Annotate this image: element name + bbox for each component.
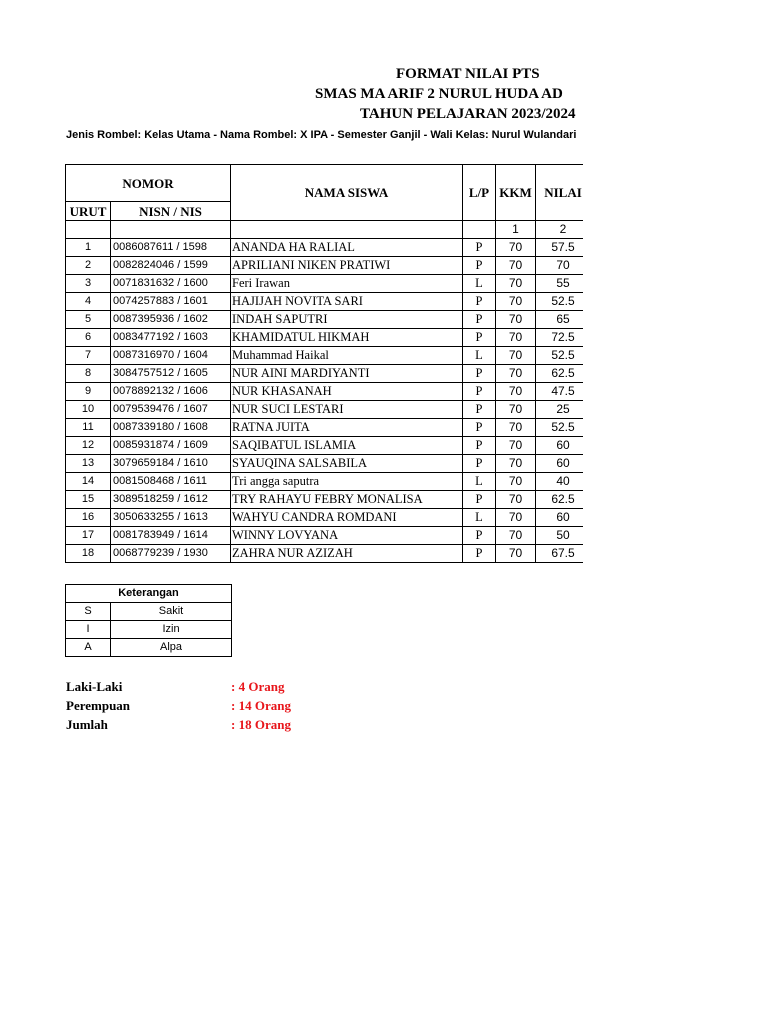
legend-label: Alpa <box>111 639 232 657</box>
index-kkm: 1 <box>496 221 536 239</box>
cell-kkm: 70 <box>496 437 536 455</box>
cell-nilai: 57.5 <box>536 239 584 257</box>
legend-row <box>66 639 232 657</box>
cell-nisn: 3089518259 / 1612 <box>111 491 231 509</box>
legend-table <box>65 584 232 657</box>
cell-nama-siswa: Feri Irawan <box>231 275 463 293</box>
cell-nilai: 52.5 <box>536 419 584 437</box>
cell-urut: 6 <box>66 329 111 347</box>
cell-kkm: 70 <box>496 293 536 311</box>
cell-nisn: 0071831632 / 1600 <box>111 275 231 293</box>
cell-lp: P <box>463 383 496 401</box>
table-row <box>66 275 584 293</box>
cell-kkm: 70 <box>496 419 536 437</box>
cell-urut: 13 <box>66 455 111 473</box>
cell-nisn: 0068779239 / 1930 <box>111 545 231 563</box>
summary-label: Perempuan <box>66 698 131 713</box>
cell-urut: 5 <box>66 311 111 329</box>
cell-nisn: 3050633255 / 1613 <box>111 509 231 527</box>
header-nilai: NILAI <box>536 165 584 221</box>
cell-nilai: 72.5 <box>536 329 584 347</box>
summary-label: Laki-Laki <box>66 679 123 694</box>
cell-nama-siswa: Tri angga saputra <box>231 473 463 491</box>
cell-nilai: 55 <box>536 275 584 293</box>
cell-nama-siswa: ZAHRA NUR AZIZAH <box>231 545 463 563</box>
cell-nisn: 0083477192 / 1603 <box>111 329 231 347</box>
cell-nama-siswa: Muhammad Haikal <box>231 347 463 365</box>
cell-nilai: 40 <box>536 473 584 491</box>
cell-urut: 11 <box>66 419 111 437</box>
table-row <box>66 437 584 455</box>
table-row <box>66 239 584 257</box>
cell-kkm: 70 <box>496 491 536 509</box>
header-nisn: NISN / NIS <box>111 202 231 221</box>
cell-nisn: 3079659184 / 1610 <box>111 455 231 473</box>
cell-lp: P <box>463 239 496 257</box>
cell-nilai: 25 <box>536 401 584 419</box>
header-lp: L/P <box>463 165 496 221</box>
cell-nilai: 70 <box>536 257 584 275</box>
table-row <box>66 491 584 509</box>
legend-label: Izin <box>111 621 232 639</box>
legend-title: Keterangan <box>66 585 232 603</box>
cell-urut: 9 <box>66 383 111 401</box>
cell-lp: P <box>463 257 496 275</box>
cell-nilai: 65 <box>536 311 584 329</box>
cell-urut: 18 <box>66 545 111 563</box>
cell-nisn: 0087395936 / 1602 <box>111 311 231 329</box>
cell-lp: P <box>463 545 496 563</box>
table-row <box>66 347 584 365</box>
cell-kkm: 70 <box>496 527 536 545</box>
report-title: FORMAT NILAI PTS <box>396 66 540 82</box>
cell-lp: P <box>463 401 496 419</box>
cell-nilai: 47.5 <box>536 383 584 401</box>
index-nilai: 2 <box>536 221 584 239</box>
index-cell <box>231 221 463 239</box>
cell-kkm: 70 <box>496 455 536 473</box>
cell-urut: 14 <box>66 473 111 491</box>
cell-nilai: 60 <box>536 509 584 527</box>
legend-code: S <box>66 603 111 621</box>
cell-lp: L <box>463 275 496 293</box>
cell-nisn: 0085931874 / 1609 <box>111 437 231 455</box>
cell-nama-siswa: SYAUQINA SALSABILA <box>231 455 463 473</box>
cell-lp: P <box>463 311 496 329</box>
table-row <box>66 257 584 275</box>
cell-nama-siswa: NUR KHASANAH <box>231 383 463 401</box>
cell-lp: P <box>463 491 496 509</box>
cell-urut: 17 <box>66 527 111 545</box>
cell-nisn: 0087316970 / 1604 <box>111 347 231 365</box>
legend-row <box>66 621 232 639</box>
grades-table <box>65 164 583 563</box>
header-nomor: NOMOR <box>66 165 231 202</box>
cell-kkm: 70 <box>496 329 536 347</box>
cell-urut: 1 <box>66 239 111 257</box>
cell-lp: P <box>463 419 496 437</box>
cell-kkm: 70 <box>496 383 536 401</box>
cell-urut: 2 <box>66 257 111 275</box>
cell-nisn: 0078892132 / 1606 <box>111 383 231 401</box>
cell-nisn: 0079539476 / 1607 <box>111 401 231 419</box>
cell-kkm: 70 <box>496 239 536 257</box>
cell-nilai: 60 <box>536 437 584 455</box>
cell-kkm: 70 <box>496 311 536 329</box>
header-urut: URUT <box>66 202 111 221</box>
cell-lp: P <box>463 437 496 455</box>
cell-nilai: 52.5 <box>536 293 584 311</box>
legend-code: A <box>66 639 111 657</box>
cell-kkm: 70 <box>496 545 536 563</box>
cell-urut: 10 <box>66 401 111 419</box>
cell-nisn: 0081783949 / 1614 <box>111 527 231 545</box>
cell-urut: 12 <box>66 437 111 455</box>
cell-nama-siswa: ANANDA HA RALIAL <box>231 239 463 257</box>
school-name: SMAS MA ARIF 2 NURUL HUDA AD <box>315 86 563 102</box>
cell-urut: 16 <box>66 509 111 527</box>
cell-urut: 7 <box>66 347 111 365</box>
cell-nisn: 0087339180 / 1608 <box>111 419 231 437</box>
table-row <box>66 401 584 419</box>
legend-title-row <box>66 585 232 603</box>
cell-nama-siswa: NUR AINI MARDIYANTI <box>231 365 463 383</box>
summary-value: : 4 Orang <box>231 679 285 694</box>
index-cell <box>66 221 111 239</box>
cell-lp: L <box>463 347 496 365</box>
cell-urut: 15 <box>66 491 111 509</box>
table-row <box>66 311 584 329</box>
table-row <box>66 293 584 311</box>
cell-nama-siswa: WINNY LOVYANA <box>231 527 463 545</box>
summary-label: Jumlah <box>66 717 108 732</box>
table-row <box>66 329 584 347</box>
table-row <box>66 545 584 563</box>
cell-urut: 3 <box>66 275 111 293</box>
cell-kkm: 70 <box>496 401 536 419</box>
index-cell <box>111 221 231 239</box>
cell-lp: P <box>463 527 496 545</box>
header-kkm: KKM <box>496 165 536 221</box>
cell-urut: 8 <box>66 365 111 383</box>
cell-nisn: 0081508468 / 1611 <box>111 473 231 491</box>
cell-nisn: 0082824046 / 1599 <box>111 257 231 275</box>
summary-value: : 18 Orang <box>231 717 291 732</box>
table-row <box>66 419 584 437</box>
legend-row <box>66 603 232 621</box>
cell-nilai: 60 <box>536 455 584 473</box>
cell-kkm: 70 <box>496 347 536 365</box>
cell-nilai: 62.5 <box>536 491 584 509</box>
cell-lp: P <box>463 293 496 311</box>
cell-nilai: 67.5 <box>536 545 584 563</box>
legend-label: Sakit <box>111 603 232 621</box>
cell-nama-siswa: KHAMIDATUL HIKMAH <box>231 329 463 347</box>
cell-lp: P <box>463 365 496 383</box>
header-nama-siswa: NAMA SISWA <box>231 165 463 221</box>
cell-nilai: 52.5 <box>536 347 584 365</box>
table-row <box>66 455 584 473</box>
cell-nama-siswa: SAQIBATUL ISLAMIA <box>231 437 463 455</box>
cell-lp: L <box>463 473 496 491</box>
table-row <box>66 509 584 527</box>
cell-nama-siswa: APRILIANI NIKEN PRATIWI <box>231 257 463 275</box>
cell-nama-siswa: INDAH SAPUTRI <box>231 311 463 329</box>
cell-nisn: 0086087611 / 1598 <box>111 239 231 257</box>
table-row <box>66 473 584 491</box>
cell-nilai: 50 <box>536 527 584 545</box>
table-row <box>66 365 584 383</box>
cell-nilai: 62.5 <box>536 365 584 383</box>
cell-nama-siswa: RATNA JUITA <box>231 419 463 437</box>
cell-nama-siswa: TRY RAHAYU FEBRY MONALISA <box>231 491 463 509</box>
cell-lp: L <box>463 509 496 527</box>
cell-nama-siswa: NUR SUCI LESTARI <box>231 401 463 419</box>
academic-year: TAHUN PELAJARAN 2023/2024 <box>360 106 576 122</box>
table-row <box>66 383 584 401</box>
cell-nama-siswa: WAHYU CANDRA ROMDANI <box>231 509 463 527</box>
column-index-row <box>66 221 584 239</box>
cell-lp: P <box>463 455 496 473</box>
legend-code: I <box>66 621 111 639</box>
header-row <box>66 165 584 202</box>
table-row <box>66 527 584 545</box>
cell-kkm: 70 <box>496 473 536 491</box>
cell-nama-siswa: HAJIJAH NOVITA SARI <box>231 293 463 311</box>
cell-nisn: 3084757512 / 1605 <box>111 365 231 383</box>
class-info: Jenis Rombel: Kelas Utama - Nama Rombel: X IPA - Semester Ganjil - Wali Kelas: Nurul Wulandari <box>66 129 577 141</box>
summary-value: : 14 Orang <box>231 698 291 713</box>
cell-nisn: 0074257883 / 1601 <box>111 293 231 311</box>
cell-kkm: 70 <box>496 257 536 275</box>
index-cell <box>463 221 496 239</box>
cell-kkm: 70 <box>496 275 536 293</box>
cell-lp: P <box>463 329 496 347</box>
cell-urut: 4 <box>66 293 111 311</box>
cell-kkm: 70 <box>496 365 536 383</box>
cell-kkm: 70 <box>496 509 536 527</box>
